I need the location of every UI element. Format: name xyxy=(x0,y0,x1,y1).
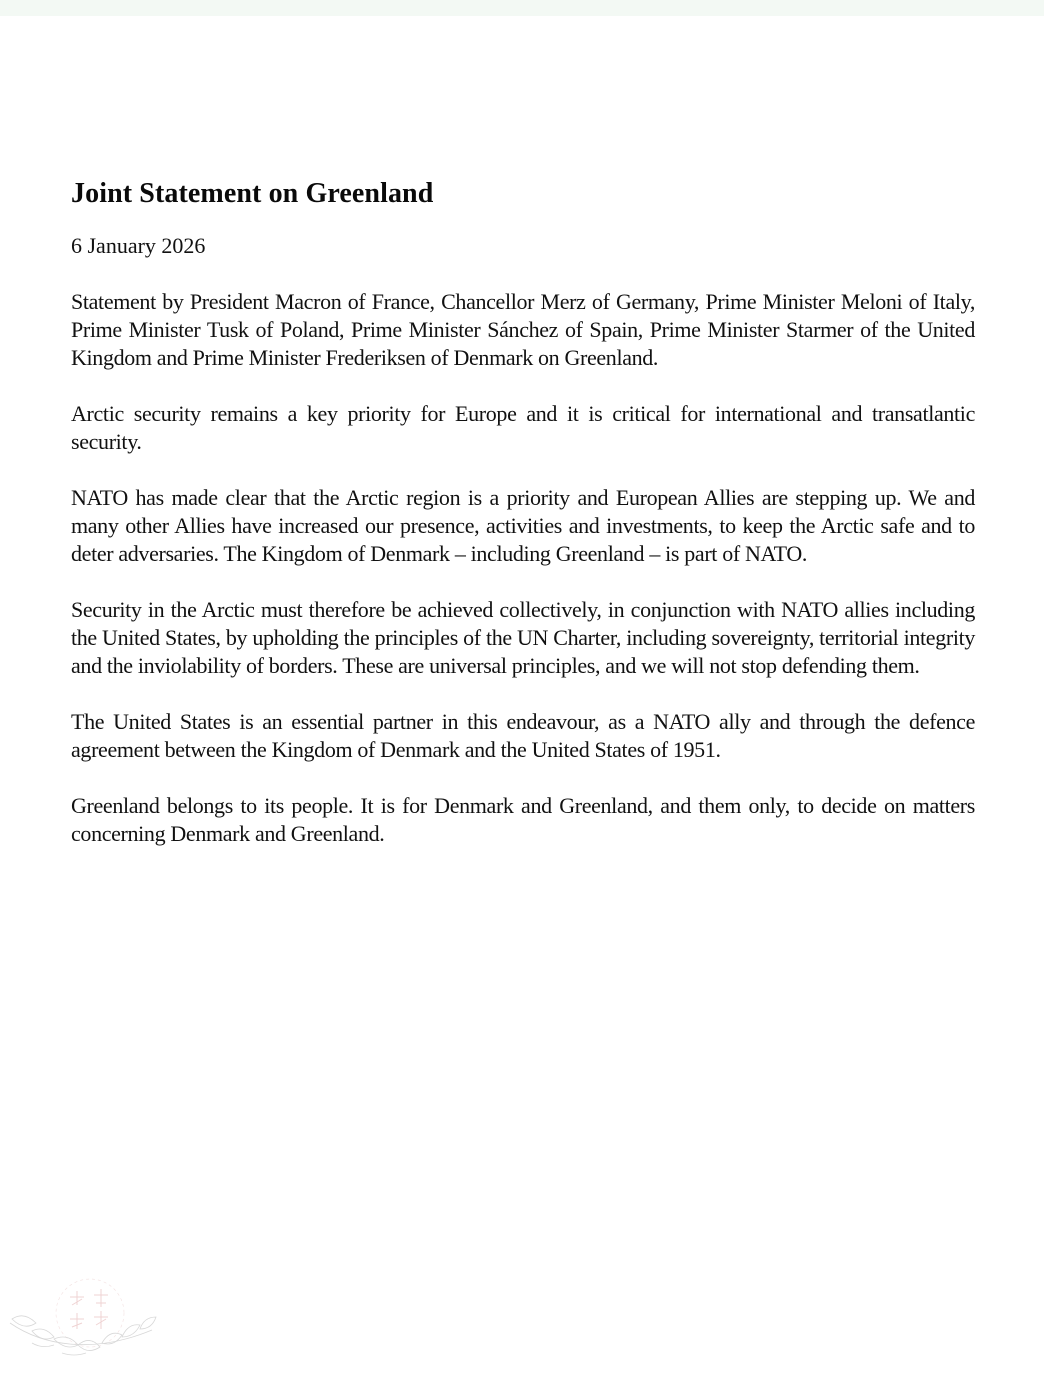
paragraph-signatories: Statement by President Macron of France, Chancellor Merz of Germany, Prime Minister Meloni of Italy, Prime Minister Tusk of Poland, Prime Minister Sánchez of Spain, Prime Minister Starmer of the United Kingdom and Prime Minister Frederiksen of Denmark on Greenland. xyxy=(71,289,975,370)
paragraph-greenland-people: Greenland belongs to its people. It is for Denmark and Greenland, and them only, to decide on matters concerning Denmark and Greenland. xyxy=(71,793,975,846)
paragraph-nato: NATO has made clear that the Arctic region is a priority and European Allies are stepping up. We and many other Allies have increased our presence, activities and investments, to keep the Arctic safe and to deter adversaries. The Kingdom of Denmark – including Greenland – is part of NATO. xyxy=(71,485,975,566)
paragraph-arctic-security: Arctic security remains a key priority for Europe and it is critical for international and transatlantic security. xyxy=(71,401,975,454)
document-body xyxy=(71,176,975,876)
document-date: 6 January 2026 xyxy=(71,233,206,258)
top-status-strip xyxy=(0,0,1044,16)
document-title: Joint Statement on Greenland xyxy=(71,178,434,209)
laurel-seal-watermark-icon xyxy=(2,1275,172,1375)
paragraph-collective-security: Security in the Arctic must therefore be achieved collectively, in conjunction with NATO allies including the United States, by upholding the principles of the UN Charter, including sovereignty, territorial integrity and the inviolability of borders. These are universal principles, and we will not stop defending them. xyxy=(71,597,975,678)
paragraph-united-states: The United States is an essential partner in this endeavour, as a NATO ally and through the defence agreement between the Kingdom of Denmark and the United States of 1951. xyxy=(71,709,975,762)
